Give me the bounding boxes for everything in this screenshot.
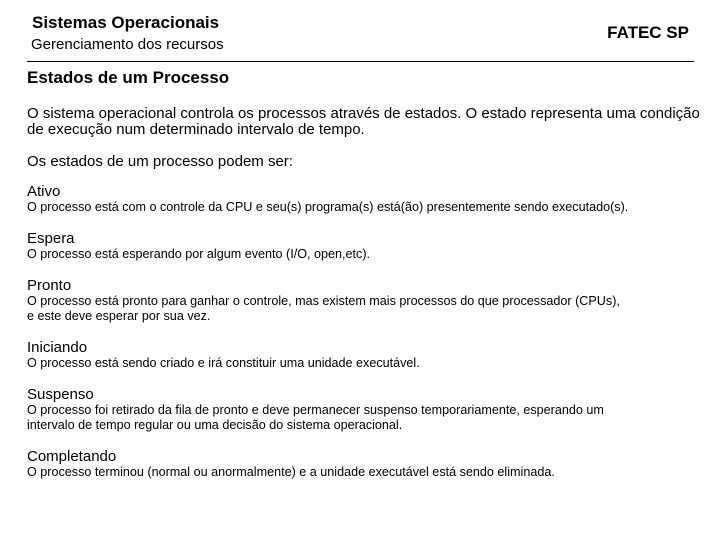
state-name: Iniciando bbox=[27, 339, 88, 356]
state-item-espera bbox=[27, 231, 707, 262]
state-name: Suspenso bbox=[27, 386, 94, 403]
state-description: O processo está sendo criado e irá constituir uma unidade executável. bbox=[27, 356, 420, 370]
state-description: O processo está esperando por algum evento (I/O, open,etc). bbox=[27, 247, 371, 261]
state-item-iniciando bbox=[27, 340, 707, 371]
states-lead-text: Os estados de um processo podem ser: bbox=[27, 153, 293, 170]
state-description: O processo terminou (normal ou anormalmente) e a unidade executável está sendo eliminada. bbox=[27, 465, 555, 479]
state-name: Espera bbox=[27, 230, 75, 247]
institution-label: FATEC SP bbox=[607, 23, 689, 42]
slide-header-title: Sistemas Operacionais bbox=[32, 13, 220, 32]
slide-body bbox=[27, 68, 707, 480]
state-item-ativo bbox=[27, 184, 707, 215]
state-name: Ativo bbox=[27, 183, 61, 200]
state-description: O processo está pronto para ganhar o controle, mas existem mais processos do que processador (CPUs), e este deve esperar por sua vez. bbox=[27, 294, 620, 323]
state-description: O processo está com o controle da CPU e seu(s) programa(s) está(ão) presentemente sendo executado(s). bbox=[27, 200, 629, 214]
state-name: Pronto bbox=[27, 277, 72, 294]
state-item-pronto bbox=[27, 278, 707, 324]
state-item-completando bbox=[27, 449, 707, 480]
section-title: Estados de um Processo bbox=[27, 68, 230, 87]
slide-header-subtitle: Gerenciamento dos recursos bbox=[31, 36, 224, 53]
intro-paragraph: O sistema operacional controla os processos através de estados. O estado representa uma condição de execução num determinado intervalo de tempo. bbox=[27, 105, 700, 138]
header-divider bbox=[27, 61, 694, 62]
state-name: Completando bbox=[27, 448, 117, 465]
state-description: O processo foi retirado da fila de pronto e deve permanecer suspenso temporariamente, esperando um intervalo de tempo regular ou uma decisão do sistema operacional. bbox=[27, 403, 604, 432]
state-item-suspenso bbox=[27, 387, 707, 433]
